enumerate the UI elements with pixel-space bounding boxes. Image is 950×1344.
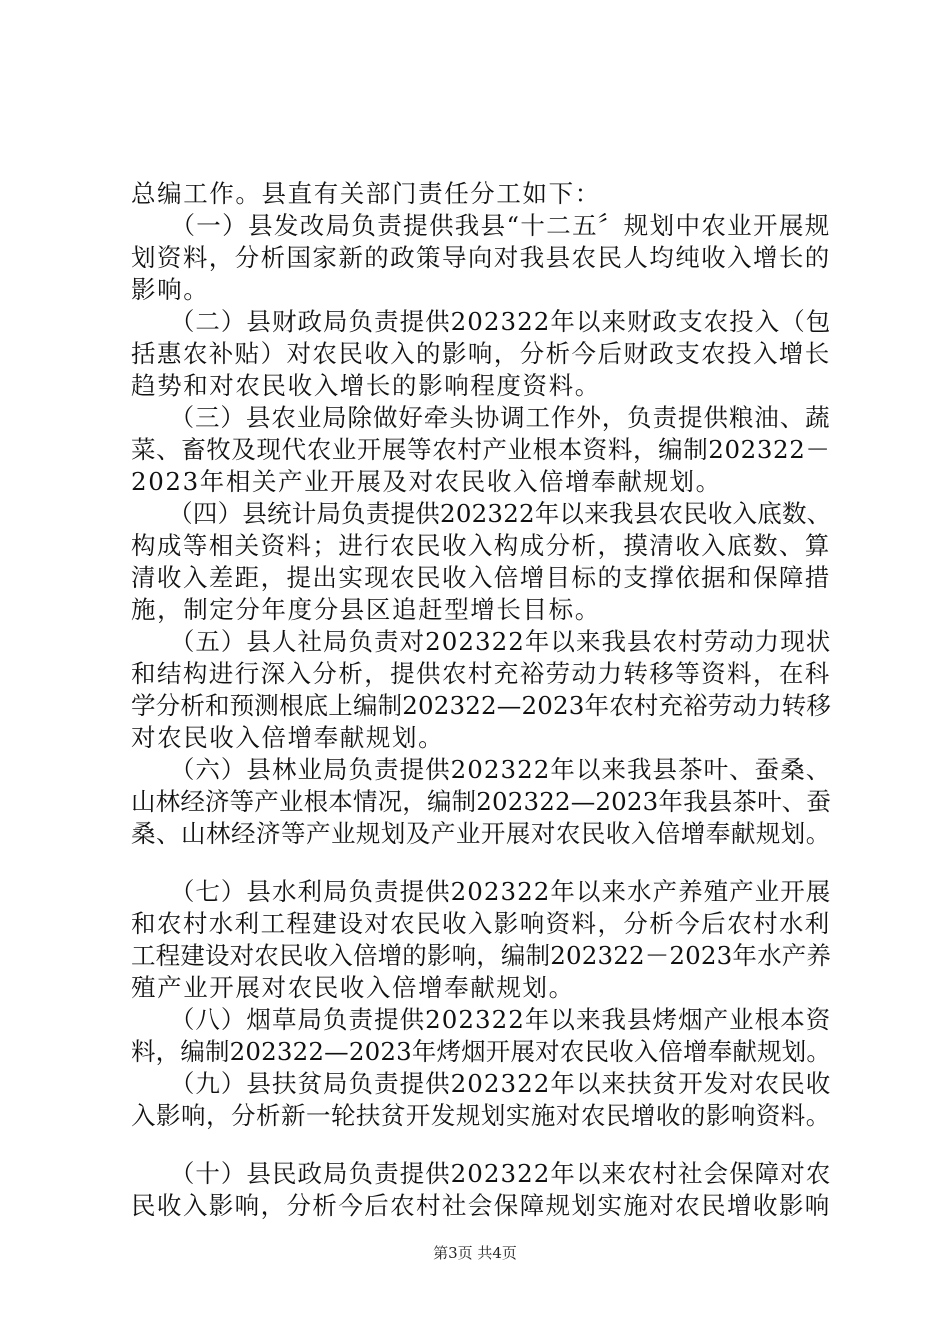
paragraph-line: 影响。 xyxy=(131,275,210,304)
paragraph-line: （一）县发改局负责提供我县“十二五〞规划中农业开展规 xyxy=(131,211,831,240)
paragraph-line: （二）县财政局负责提供202322年以来财政支农投入（包 xyxy=(131,307,832,336)
paragraph-line: 工程建设对农民收入倍增的影响，编制202322－2023年水产养 xyxy=(131,941,832,970)
paragraph-line: （八）烟草局负责提供202322年以来我县烤烟产业根本资 xyxy=(131,1005,832,1034)
paragraph-line: （十）县民政局负责提供202322年以来农村社会保障对农 xyxy=(131,1159,832,1188)
paragraph-line: 山林经济等产业根本情况，编制202322—2023年我县茶叶、蚕 xyxy=(131,787,832,816)
paragraph-line: 划资料，分析国家新的政策导向对我县农民人均纯收入增长的 xyxy=(131,243,831,272)
paragraph-line: （六）县林业局负责提供202322年以来我县茶叶、蚕桑、 xyxy=(131,755,832,784)
paragraph-line: （三）县农业局除做好牵头协调工作外，负责提供粮油、蔬 xyxy=(131,403,831,432)
paragraph-line: 和结构进行深入分析，提供农村充裕劳动力转移等资料，在科 xyxy=(131,659,831,688)
paragraph-line: 括惠农补贴）对农民收入的影响，分析今后财政支农投入增长 xyxy=(131,339,831,368)
paragraph-line: 入影响，分析新一轮扶贫开发规划实施对农民增收的影响资料。 xyxy=(131,1101,831,1130)
paragraph-line: 和农村水利工程建设对农民收入影响资料，分析今后农村水利 xyxy=(131,909,831,938)
paragraph-line: （五）县人社局负责对202322年以来我县农村劳动力现状 xyxy=(131,627,832,656)
page-footer: 第3页 共4页 xyxy=(433,1244,517,1262)
paragraph-line: 对农民收入倍增奉献规划。 xyxy=(131,723,445,752)
paragraph-line: 施，制定分年度分县区追赶型增长目标。 xyxy=(131,595,601,624)
paragraph-line: 总编工作。县直有关部门责任分工如下： xyxy=(131,179,601,208)
paragraph-line: 桑、山林经济等产业规划及产业开展对农民收入倍增奉献规划。 xyxy=(131,819,831,848)
paragraph-line: 菜、畜牧及现代农业开展等农村产业根本资料，编制202322－ xyxy=(131,435,831,464)
paragraph-line: 学分析和预测根底上编制202322—2023年农村充裕劳动力转移 xyxy=(131,691,832,720)
paragraph-line: 料，编制202322—2023年烤烟开展对农民收入倍增奉献规划。 xyxy=(131,1037,832,1066)
paragraph-line: 构成等相关资料；进行农民收入构成分析，摸清收入底数、算 xyxy=(131,531,831,560)
paragraph-line: 趋势和对农民收入增长的影响程度资料。 xyxy=(131,371,601,400)
paragraph-line: 民收入影响，分析今后农村社会保障规划实施对农民增收影响 xyxy=(131,1191,831,1220)
paragraph-line: 殖产业开展对农民收入倍增奉献规划。 xyxy=(131,973,575,1002)
paragraph-line: 清收入差距，提出实现农民收入倍增目标的支撑依据和保障措 xyxy=(131,563,831,592)
paragraph-line: （九）县扶贫局负责提供202322年以来扶贫开发对农民收 xyxy=(131,1069,832,1098)
paragraph-line: （四）县统计局负责提供202322年以来我县农民收入底数、 xyxy=(131,499,832,528)
paragraph-line: （七）县水利局负责提供202322年以来水产养殖产业开展 xyxy=(131,877,832,906)
paragraph-line: 2023年相关产业开展及对农民收入倍增奉献规划。 xyxy=(131,467,722,496)
